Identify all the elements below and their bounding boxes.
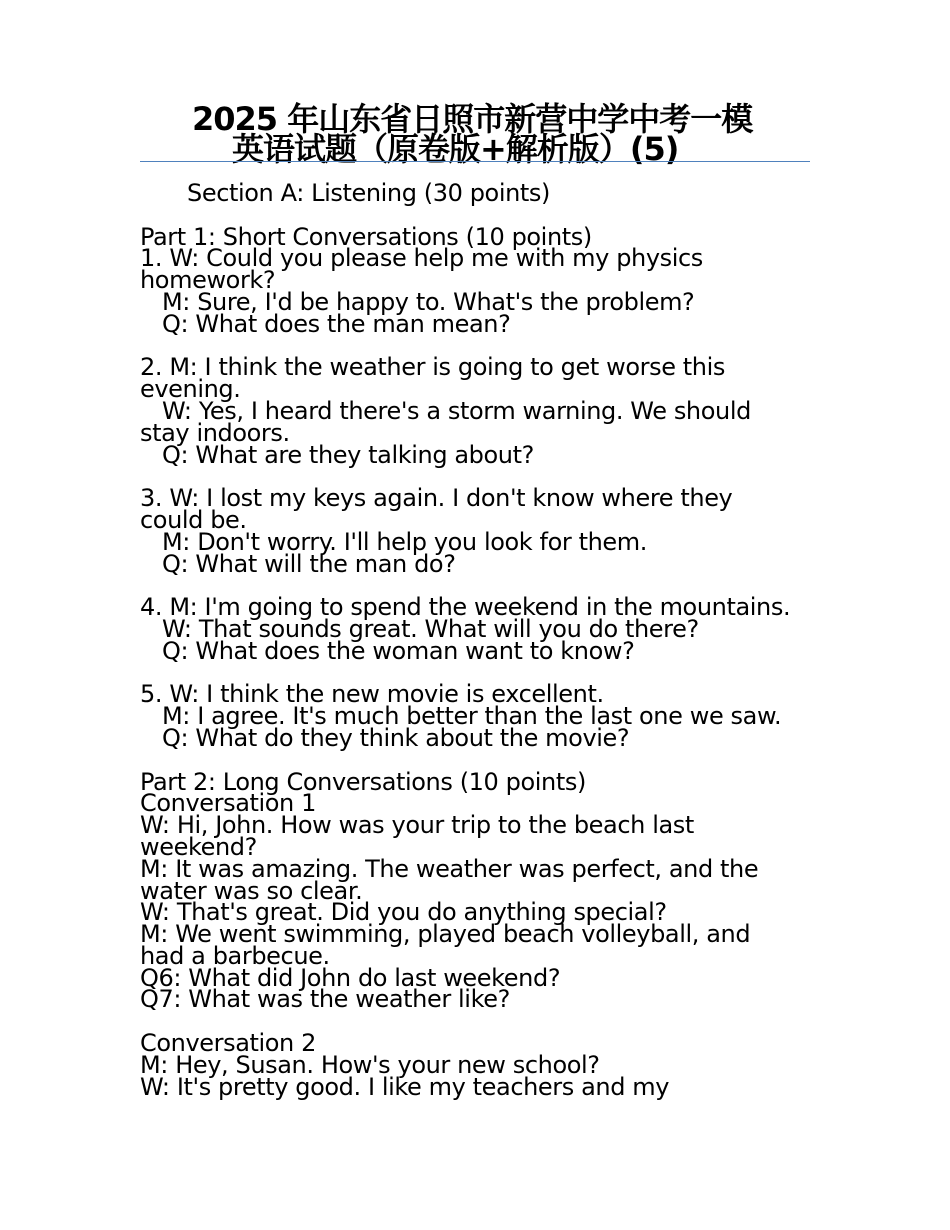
question-line: M: I agree. It's much better than the last one we saw. <box>162 702 782 731</box>
conversation-line: had a barbecue. <box>140 941 330 970</box>
question-line: 3. W: I lost my keys again. I don't know where they <box>140 484 733 513</box>
title-underline <box>140 161 810 162</box>
conversation-line: weekend? <box>140 832 257 861</box>
conversation-1-title: Conversation 1 <box>140 789 316 818</box>
part1-heading: Part 1: Short Conversations (10 points) <box>140 222 592 251</box>
question-line: M: Sure, I'd be happy to. What's the problem? <box>162 287 695 316</box>
conversation-line: M: We went swimming, played beach volleyball, and <box>140 920 751 949</box>
conversation-line: M: Hey, Susan. How's your new school? <box>140 1050 600 1079</box>
part2-heading: Part 2: Long Conversations (10 points) <box>140 767 586 796</box>
conversation-line: W: It's pretty good. I like my teachers and my <box>140 1072 670 1101</box>
question-line: 5. W: I think the new movie is excellent. <box>140 680 604 709</box>
document-body <box>140 179 820 1101</box>
conversation-line: M: It was amazing. The weather was perfect, and the <box>140 854 759 883</box>
question-line: 2. M: I think the weather is going to get worse this <box>140 353 725 382</box>
question-item-1 <box>140 244 820 338</box>
question-line: Q: What does the woman want to know? <box>162 636 635 665</box>
conversation-1 <box>140 811 820 1014</box>
question-line: Q: What will the man do? <box>162 549 456 578</box>
conversation-question: Q7: What was the weather like? <box>140 985 510 1014</box>
document-title <box>140 100 810 168</box>
question-line: homework? <box>140 266 276 295</box>
conversation-line: water was so clear. <box>140 876 363 905</box>
title-line-2: 英语试题（原卷版+解析版）(5) <box>232 130 679 168</box>
question-line: 1. W: Could you please help me with my physics <box>140 244 703 273</box>
title-line-1: 2025 年山东省日照市新营中学中考一模 <box>192 100 753 138</box>
question-line: Q: What do they think about the movie? <box>162 723 630 752</box>
question-line: evening. <box>140 375 241 404</box>
question-item-5 <box>140 680 820 752</box>
question-line: M: Don't worry. I'll help you look for them. <box>162 527 647 556</box>
conversation-line: W: Hi, John. How was your trip to the beach last <box>140 811 694 840</box>
conversation-question: Q6: What did John do last weekend? <box>140 963 561 992</box>
question-item-3 <box>140 484 820 578</box>
question-line: could be. <box>140 505 247 534</box>
question-item-4 <box>140 593 820 665</box>
conversation-line: W: That's great. Did you do anything special? <box>140 898 667 927</box>
conversation-2-title: Conversation 2 <box>140 1029 316 1058</box>
conversation-2 <box>140 1050 820 1101</box>
question-line: stay indoors. <box>140 418 290 447</box>
question-item-2 <box>140 353 820 469</box>
section-a-heading: Section A: Listening (30 points) <box>187 179 550 207</box>
question-line: 4. M: I'm going to spend the weekend in the mountains. <box>140 593 791 622</box>
question-line: Q: What are they talking about? <box>162 440 534 469</box>
question-line: Q: What does the man mean? <box>162 309 511 338</box>
question-line: W: That sounds great. What will you do there? <box>162 614 699 643</box>
question-line: W: Yes, I heard there's a storm warning. We should <box>162 396 751 425</box>
